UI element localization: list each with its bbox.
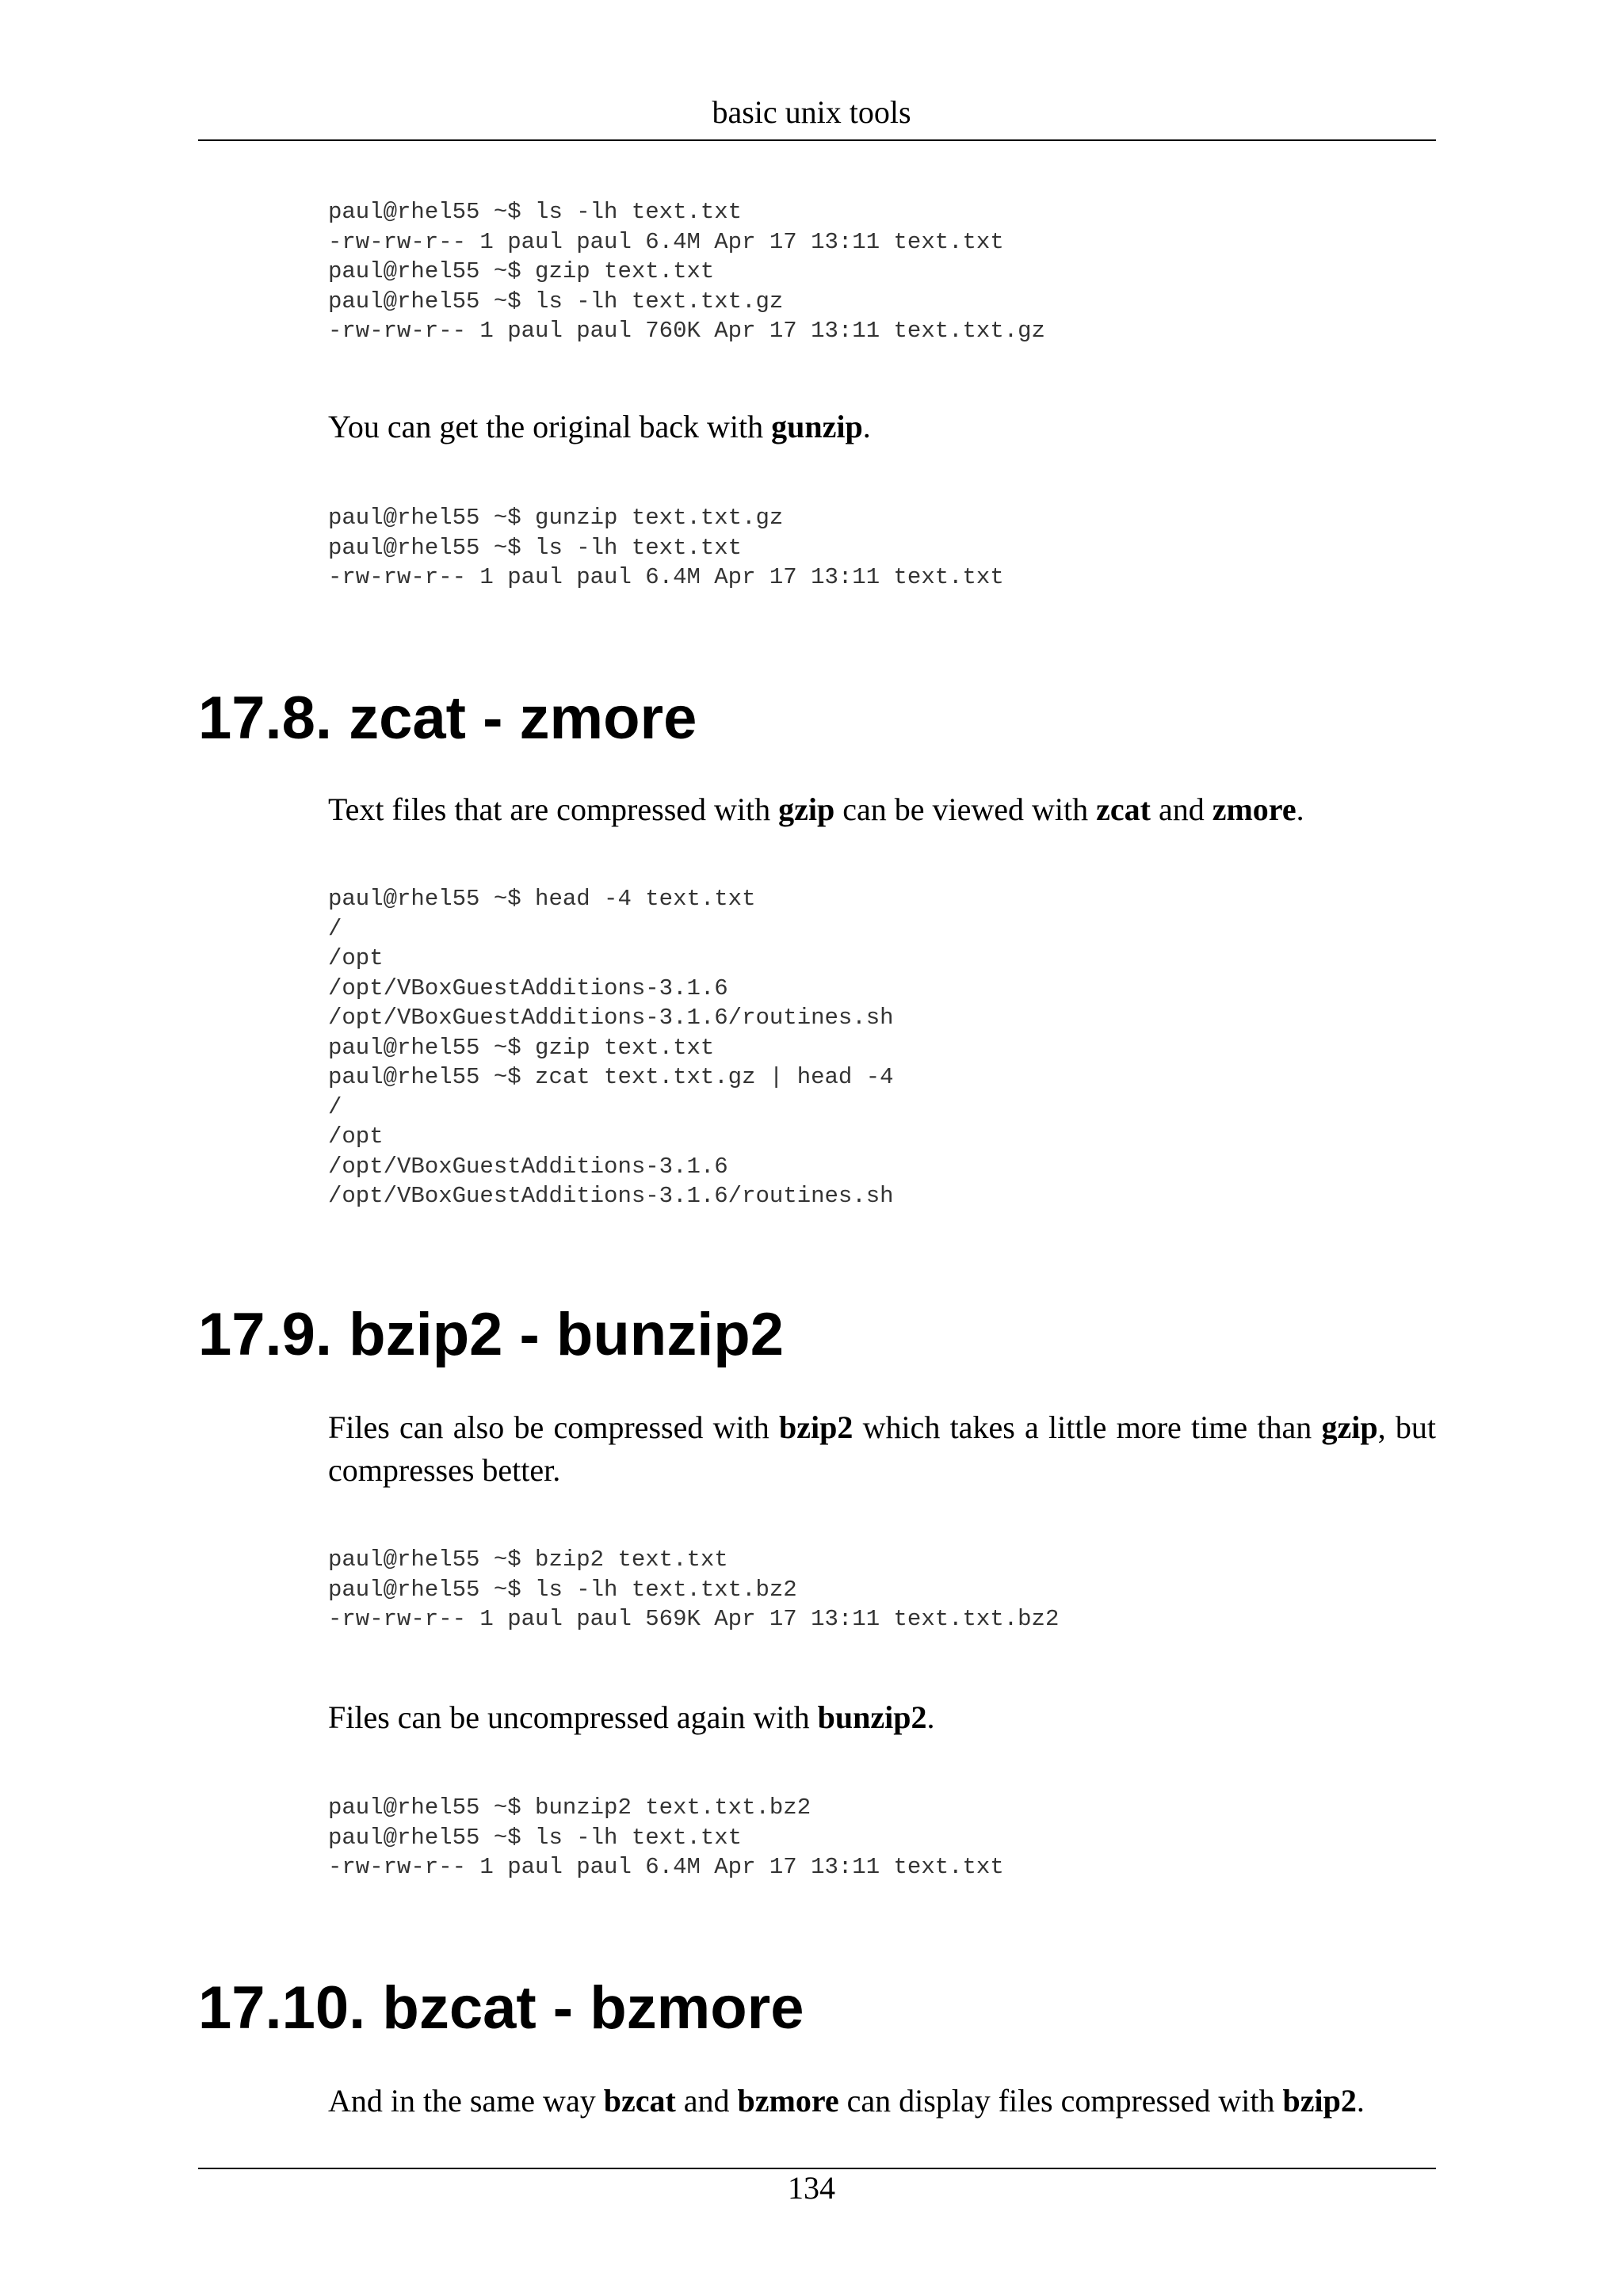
section-heading-17-9: 17.9. bzip2 - bunzip2 bbox=[198, 1301, 784, 1368]
text: . bbox=[862, 409, 871, 444]
text: Files can also be compressed with bbox=[328, 1409, 779, 1445]
code-block-gzip: paul@rhel55 ~$ ls -lh text.txt -rw-rw-r-- 1 paul paul 6.4M Apr 17 13:11 text.txt paul@rhel55 ~$ gzip text.txt paul@rhel55 ~$ ls -lh text.txt.gz -rw-rw-r-- 1 paul paul 760K Apr 17 13:11 text.txt.gz bbox=[328, 199, 1045, 344]
command-name: bunzip2 bbox=[817, 1699, 927, 1735]
command-name: gzip bbox=[778, 791, 835, 827]
code-block-zcat: paul@rhel55 ~$ head -4 text.txt / /opt /opt/VBoxGuestAdditions-3.1.6 /opt/VBoxGuestAdditions-3.1.6/routines.sh paul@rhel55 ~$ gzip text.txt paul@rhel55 ~$ zcat text.txt.gz | head -4 / /opt /opt/VBoxGuestAdditions-3.1.6 /opt/VBoxGuestAdditions-3.1.6/routines.sh bbox=[328, 886, 894, 1209]
text: and bbox=[1150, 791, 1212, 827]
paragraph-bzip2 bbox=[328, 1406, 1436, 1492]
paragraph-bunzip2 bbox=[328, 1696, 1436, 1739]
command-name: bzmore bbox=[737, 2083, 839, 2119]
text: can be viewed with bbox=[834, 791, 1097, 827]
paragraph-zcat bbox=[328, 788, 1436, 831]
code-block-gunzip: paul@rhel55 ~$ gunzip text.txt.gz paul@rhel55 ~$ ls -lh text.txt -rw-rw-r-- 1 paul paul 6.4M Apr 17 13:11 text.txt bbox=[328, 505, 1004, 590]
text: . bbox=[926, 1699, 935, 1735]
text: . bbox=[1356, 2083, 1365, 2119]
running-header: basic unix tools bbox=[712, 94, 911, 130]
section-heading-17-8: 17.8. zcat - zmore bbox=[198, 685, 697, 752]
text: and bbox=[675, 2083, 738, 2119]
text: You can get the original back with bbox=[328, 409, 772, 444]
header-rule bbox=[198, 139, 1436, 141]
paragraph-bzcat bbox=[328, 2080, 1436, 2122]
command-name: gzip bbox=[1321, 1409, 1378, 1445]
command-name: zmore bbox=[1212, 791, 1296, 827]
text: , but compresses better. bbox=[328, 1409, 1436, 1488]
text: Text files that are compressed with bbox=[328, 791, 779, 827]
code-block-bzip2: paul@rhel55 ~$ bzip2 text.txt paul@rhel55 ~$ ls -lh text.txt.bz2 -rw-rw-r-- 1 paul paul 569K Apr 17 13:11 text.txt.bz2 bbox=[328, 1547, 1060, 1632]
command-name: gunzip bbox=[771, 409, 863, 444]
section-heading-17-10: 17.10. bzcat - bzmore bbox=[198, 1974, 804, 2042]
text: And in the same way bbox=[328, 2083, 604, 2119]
text: which takes a little more time than bbox=[853, 1409, 1322, 1445]
code-block-bunzip2: paul@rhel55 ~$ bunzip2 text.txt.bz2 paul@rhel55 ~$ ls -lh text.txt -rw-rw-r-- 1 paul paul 6.4M Apr 17 13:11 text.txt bbox=[328, 1794, 1004, 1880]
text: can display files compressed with bbox=[838, 2083, 1283, 2119]
text: . bbox=[1296, 791, 1304, 827]
command-name: bzip2 bbox=[778, 1409, 854, 1445]
text: Files can be uncompressed again with bbox=[328, 1699, 818, 1735]
command-name: bzip2 bbox=[1282, 2083, 1357, 2119]
command-name: bzcat bbox=[603, 2083, 676, 2119]
page-number: 134 bbox=[788, 2170, 835, 2206]
paragraph-gunzip bbox=[328, 406, 1436, 448]
command-name: zcat bbox=[1096, 791, 1151, 827]
